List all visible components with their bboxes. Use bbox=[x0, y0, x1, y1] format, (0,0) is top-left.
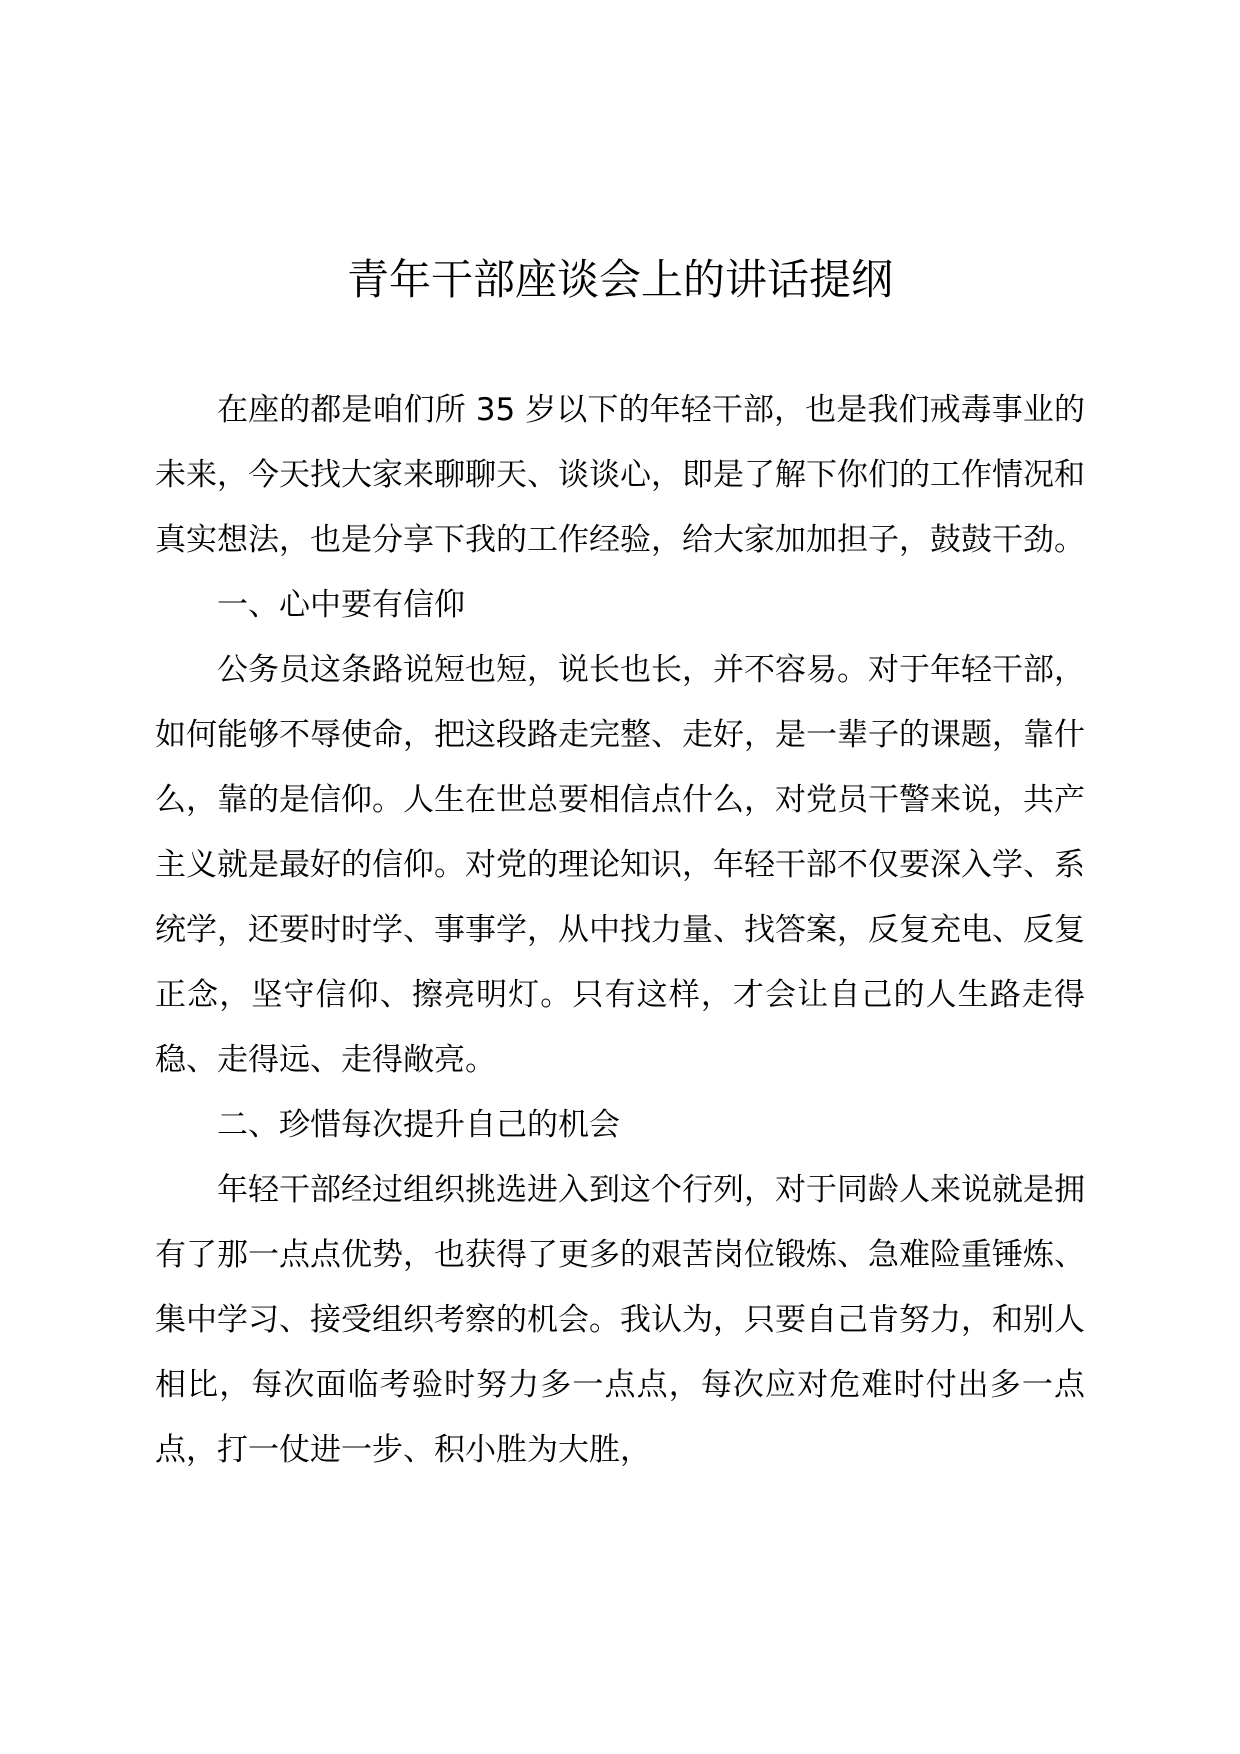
section-heading-1: 一、心中要有信仰 bbox=[217, 587, 465, 623]
paragraph-intro: 在座的都是咱们所 35 岁以下的年轻干部，也是我们戒毒事业的未来，今天找大家来聊聊天、谈谈心，即是了解下你们的工作情况和真实想法，也是分享下我的工作经验，给大家加加担子，鼓鼓干劲。 bbox=[155, 392, 1085, 558]
document-title: 青年干部座谈会上的讲话提纲 bbox=[346, 255, 893, 304]
paragraph-section-1: 公务员这条路说短也短，说长也长，并不容易。对于年轻干部，如何能够不辱使命，把这段路走完整、走好，是一辈子的课题，靠什么，靠的是信仰。人生在世总要相信点什么，对党员干警来说，共产主义就是最好的信仰。对党的理论知识，年轻干部不仅要深入学、系统学，还要时时学、事事学，从中找力量、找答案，反复充电、反复正念，坚守信仰、擦亮明灯。只有这样，才会让自己的人生路走得稳、走得远、走得敞亮。 bbox=[155, 652, 1085, 1078]
document-body bbox=[155, 378, 1085, 1483]
section-heading-2: 二、珍惜每次提升自己的机会 bbox=[217, 1107, 620, 1143]
paragraph-section-2: 年轻干部经过组织挑选进入到这个行列，对于同龄人来说就是拥有了那一点点优势，也获得了更多的艰苦岗位锻炼、急难险重锤炼、集中学习、接受组织考察的机会。我认为，只要自己肯努力，和别人相比，每次面临考验时努力多一点点，每次应对危难时付出多一点点，打一仗进一步、积小胜为大胜， bbox=[155, 1172, 1085, 1468]
